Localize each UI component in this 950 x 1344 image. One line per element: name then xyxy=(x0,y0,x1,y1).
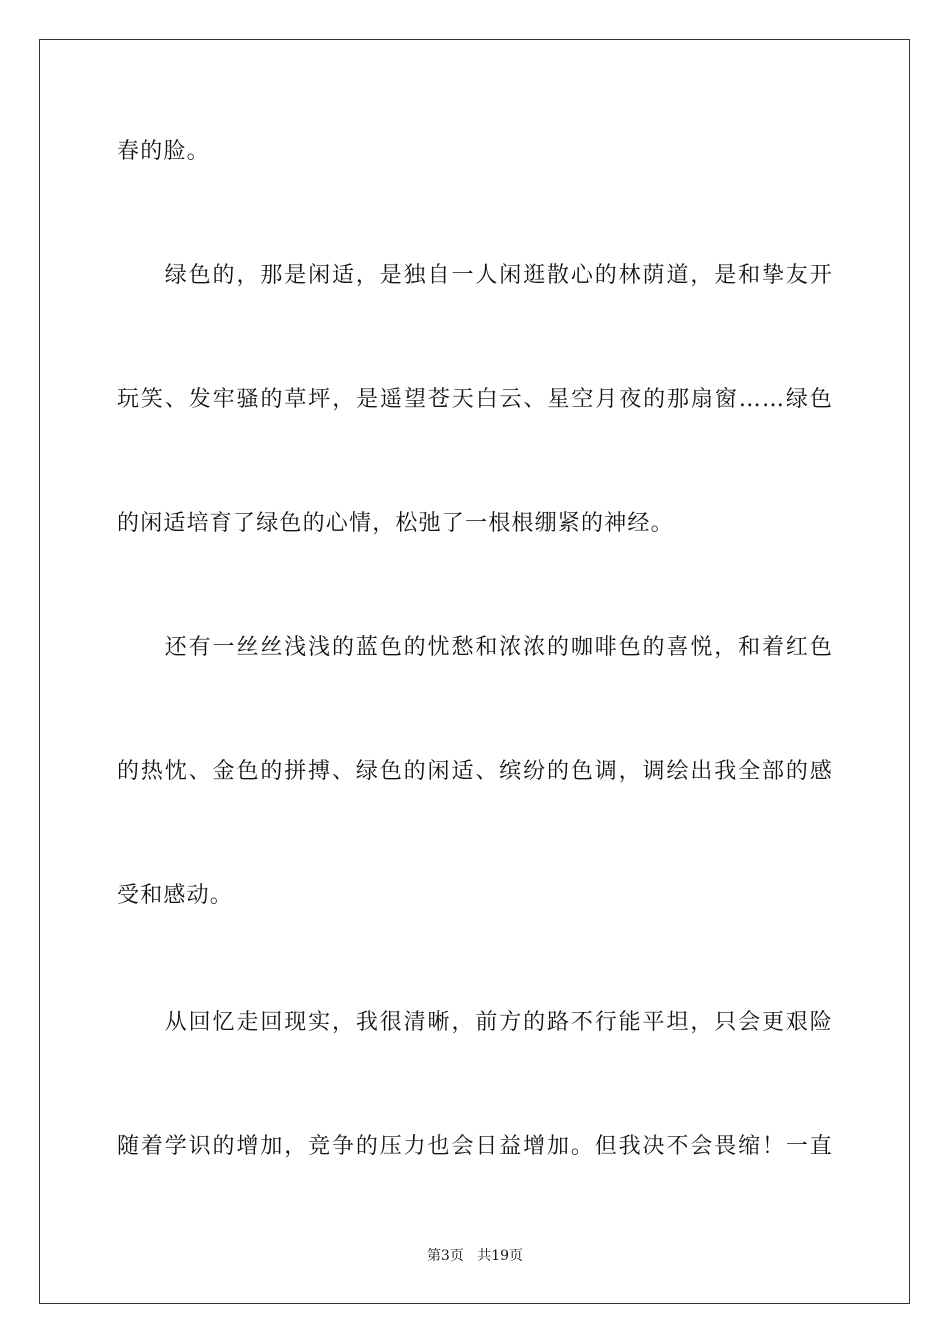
page-total: 共19页 xyxy=(477,1248,524,1264)
text-line: 玩笑、发牢骚的草坪，是遥望苍天白云、星空月夜的那扇窗……绿色 xyxy=(117,387,833,412)
page-border xyxy=(39,39,910,1304)
text-line: 的闲适培育了绿色的心情，松弛了一根根绷紧的神经。 xyxy=(117,511,674,536)
text-line: 绿色的，那是闲适，是独自一人闲逛散心的林荫道，是和挚友开 xyxy=(117,263,833,288)
text-line: 受和感动。 xyxy=(117,883,234,908)
page-number: 第3页 xyxy=(426,1248,464,1264)
text-line: 的热忱、金色的拼搏、绿色的闲适、缤纷的色调，调绘出我全部的感 xyxy=(117,759,833,784)
text-line: 随着学识的增加，竞争的压力也会日益增加。但我决不会畏缩！一直 xyxy=(117,1134,833,1159)
page-footer xyxy=(0,1246,950,1266)
text-line: 春的脸。 xyxy=(117,139,210,164)
text-line: 从回忆走回现实，我很清晰，前方的路不行能平坦，只会更艰险 xyxy=(117,1010,833,1035)
text-line: 还有一丝丝浅浅的蓝色的忧愁和浓浓的咖啡色的喜悦，和着红色 xyxy=(117,635,833,660)
